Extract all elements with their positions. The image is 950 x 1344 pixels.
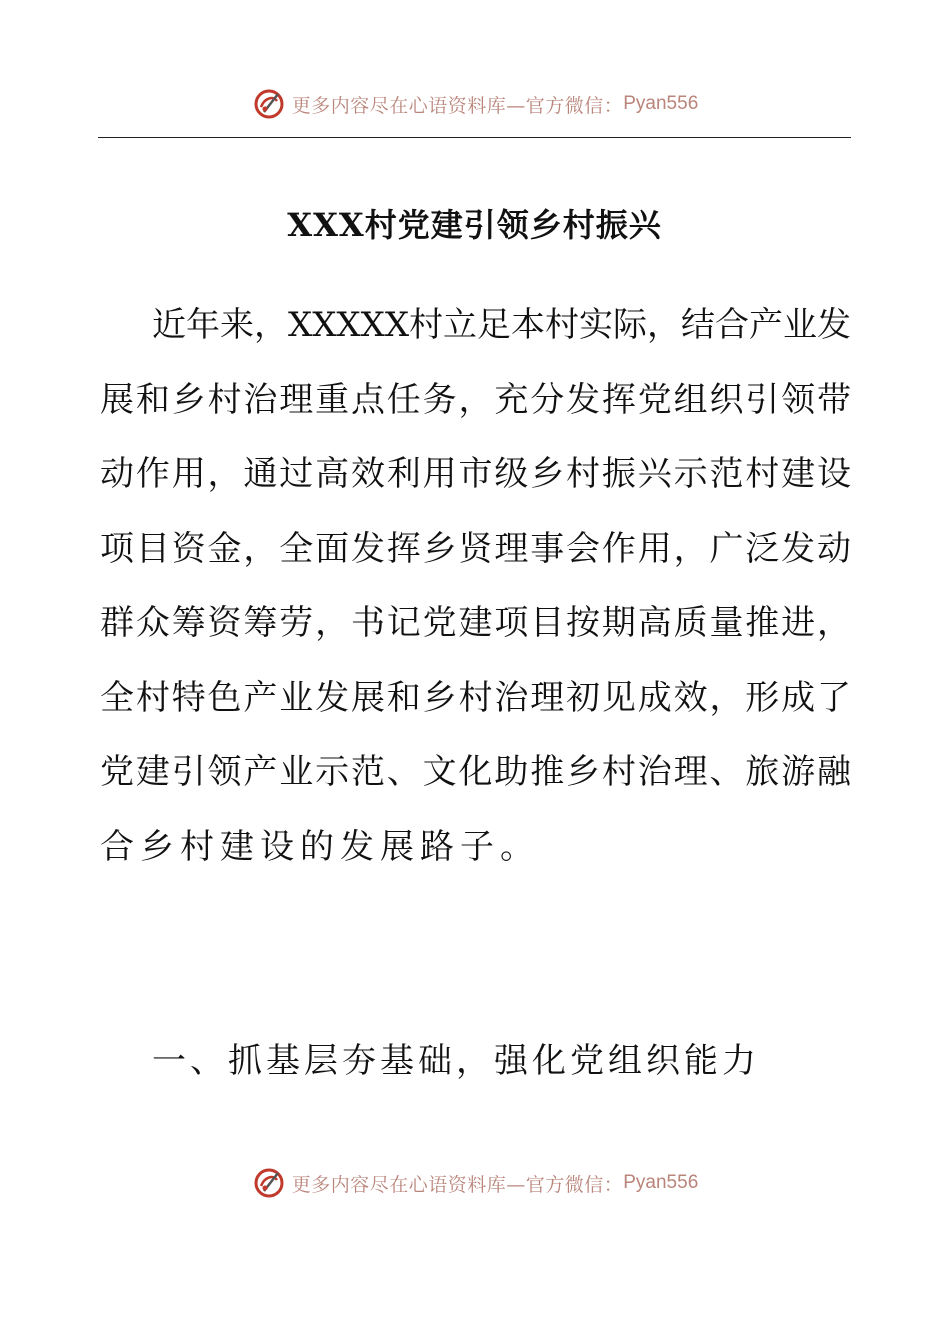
paragraph-line: 全村特色产业发展和乡村治理初见成效，形成了 xyxy=(100,677,851,718)
paragraph-line: 项目资金，全面发挥乡贤理事会作用，广泛发动 xyxy=(100,528,851,569)
document-title: XXX村党建引领乡村振兴 xyxy=(287,206,662,244)
pen-swirl-logo-icon xyxy=(252,87,286,121)
section-heading: 一、抓基层夯基础，强化党组织能力 xyxy=(152,1041,760,1081)
body-paragraph xyxy=(100,288,851,884)
paragraph-line: 近年来，XXXXX村立足本村实际，结合产业发 xyxy=(152,305,852,345)
wechat-id: Pyan556 xyxy=(623,1172,699,1193)
footer-banner xyxy=(0,1163,950,1203)
paragraph-line: 展和乡村治理重点任务，充分发挥党组织引领带 xyxy=(100,379,851,420)
paragraph-line: 群众筹资筹劳，书记党建项目按期高质量推进， xyxy=(100,603,851,643)
pen-swirl-logo-icon xyxy=(252,1166,286,1200)
paragraph-line: 合乡村建设的发展路子。 xyxy=(100,826,540,867)
banner-text: 更多内容尽在心语资料库—官方微信： xyxy=(291,1173,624,1196)
header-divider xyxy=(98,137,851,138)
wechat-id: Pyan556 xyxy=(623,93,699,114)
paragraph-line: 党建引领产业示范、文化助推乡村治理、旅游融 xyxy=(100,752,851,792)
paragraph-line: 动作用，通过高效利用市级乡村振兴示范村建设 xyxy=(100,454,851,494)
banner-text: 更多内容尽在心语资料库—官方微信： xyxy=(291,94,624,117)
header-banner xyxy=(0,84,950,124)
